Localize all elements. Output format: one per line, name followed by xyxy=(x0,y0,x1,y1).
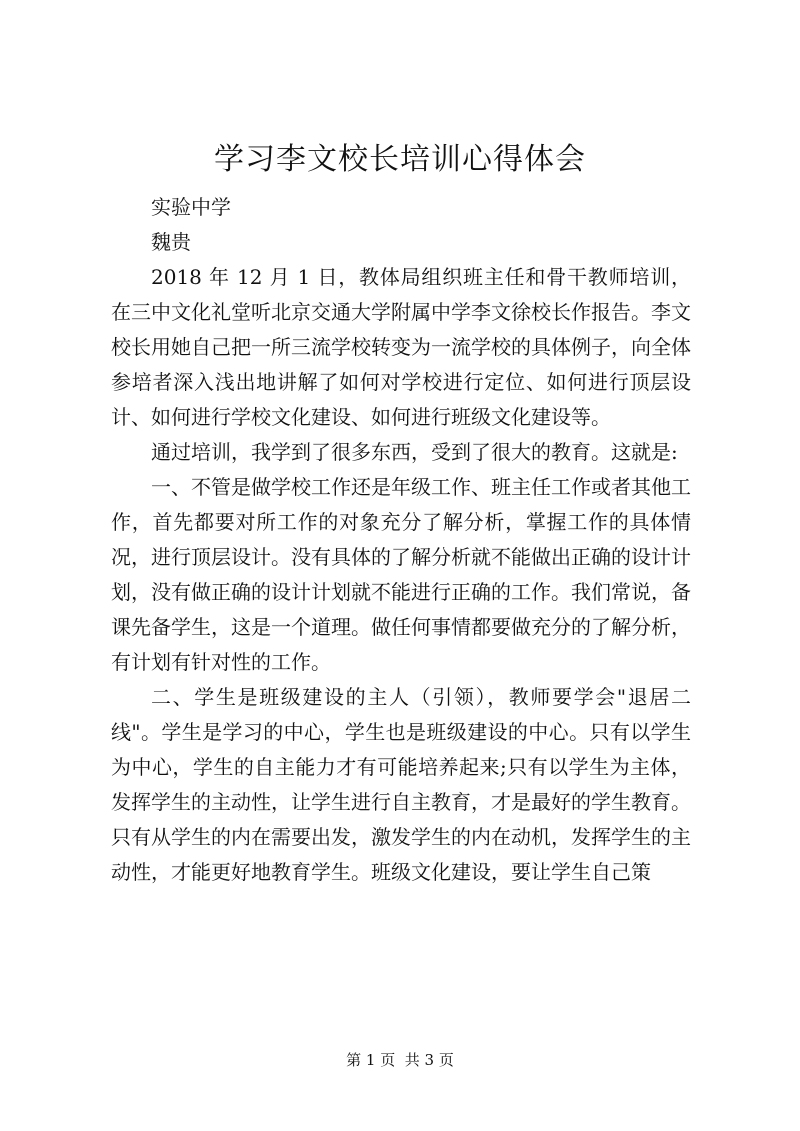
paragraph-intro: 2018 年 12 月 1 日，教体局组织班主任和骨干教师培训，在三中文化礼堂听北京交通大学附属中学李文徐校长作报告。李文校长用她自己把一所三流学校转变为一流学校的具体例子，向全体参培者深入浅出地讲解了如何对学校进行定位、如何进行顶层设计、如何进行学校文化建设、如何进行班级文化建设等。 xyxy=(111,265,691,429)
school-name: 实验中学 xyxy=(151,195,231,219)
page-footer xyxy=(0,1050,800,1070)
page-number: 第 1 页 共 3 页 xyxy=(346,1051,454,1069)
document-title: 学习李文校长培训心得体会 xyxy=(214,142,586,177)
paragraph-point-two: 二、学生是班级建设的主人（引领），教师要学会"退居二线"。学生是学习的中心，学生也是班级建设的中心。只有以学生为中心，学生的自主能力才有可能培养起来;只有以学生为主体，发挥学生的主动性，让学生进行自主教育，才是最好的学生教育。只有从学生的内在需要出发，激发学生的内在动机，发挥学生的主动性，才能更好地教育学生。班级文化建设，要让学生自己策 xyxy=(111,685,691,884)
paragraph-point-one: 一、不管是做学校工作还是年级工作、班主任工作或者其他工作，首先都要对所工作的对象充分了解分析，掌握工作的具体情况，进行顶层设计。没有具体的了解分析就不能做出正确的设计计划，没有做正确的设计计划就不能进行正确的工作。我们常说，备课先备学生，这是一个道理。做任何事情都要做充分的了解分析，有计划有针对性的工作。 xyxy=(111,475,691,674)
paragraph-summary: 通过培训，我学到了很多东西，受到了很大的教育。这就是: xyxy=(151,440,678,464)
document-body xyxy=(111,190,691,890)
author-name: 魏贵 xyxy=(151,230,191,254)
